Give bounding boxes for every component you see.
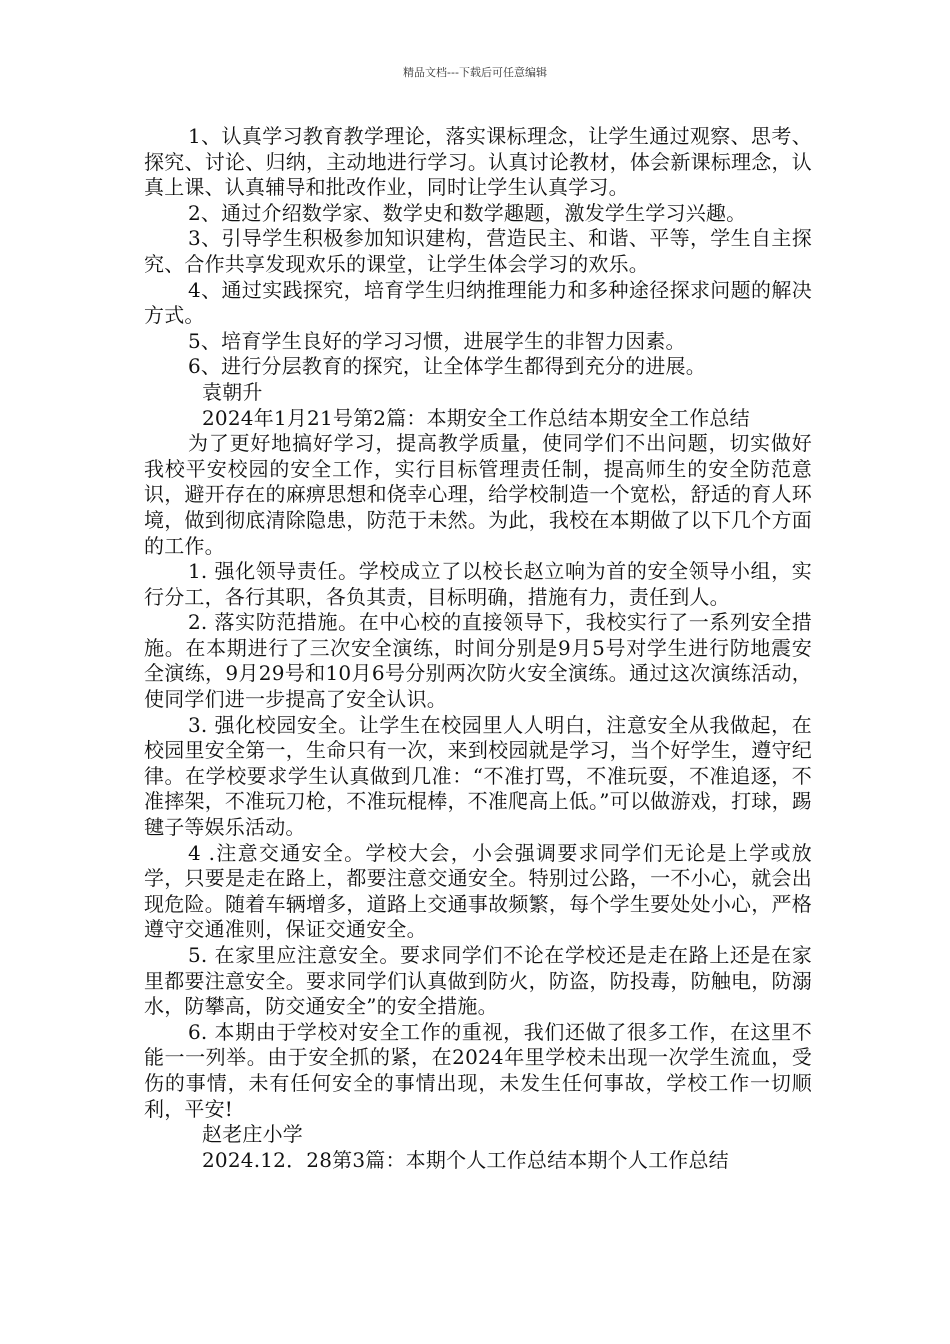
safety-item-4: 4 .注意交通安全。学校大会，小会强调要求同学们无论是上学或放学，只要是走在路上，都要注意交通安全。特别过公路，一不小心，就会出现危险。随着车辆增多，道路上交通事故频繁，每个学生要处处小心，严格遵守交通准则，保证交通安全。 [144, 840, 812, 942]
safety-item-1: 1. 强化领导责任。学校成立了以校长赵立响为首的安全领导小组，实行分工，各行其职，各负其责，目标明确，措施有力，责任到人。 [144, 559, 812, 609]
paragraph-item-3: 3、引导学生积极参加知识建构，营造民主、和谐、平等，学生自主探究、合作共享发现欢乐的课堂，让学生体会学习的欢乐。 [144, 226, 812, 276]
article-2-heading: 2024年1月21号第2篇：本期安全工作总结本期安全工作总结 [202, 405, 750, 430]
author-signature: 袁朝升 [202, 379, 263, 404]
safety-item-5: 5. 在家里应注意安全。要求同学们不论在学校还是走在路上还是在家里都要注意安全。要求同学们认真做到防火，防盗，防投毒，防触电，防溺水，防攀高，防交通安全”的安全措施。 [144, 943, 812, 1019]
paragraph-item-4: 4、通过实践探究，培育学生归纳推理能力和多种途径探求问题的解决方式。 [144, 277, 812, 328]
paragraph-item-1: 1、认真学习教育教学理论，落实课标理念，让学生通过观察、思考、探究、讨论、归纳，主动地进行学习。认真讨论教材，体会新课标理念，认真上课、认真辅导和批改作业，同时让学生认真学习。 [144, 124, 812, 200]
document-body [144, 124, 812, 1173]
safety-item-3: 3. 强化校园安全。让学生在校园里人人明白，注意安全从我做起，在校园里安全第一，生命只有一次，来到校园就是学习，当个好学生，遵守纪律。在学校要求学生认真做到几准：“不准打骂，不准玩耍，不准追逐，不准摔架，不准玩刀枪，不准玩棍棒，不准爬高上低。”可以做游戏，打球，踢毽子等娱乐活动。 [144, 712, 812, 840]
page-header: 精品文档---下载后可任意编辑 [403, 66, 547, 79]
paragraph-item-5: 5、培育学生良好的学习习惯，进展学生的非智力因素。 [188, 328, 686, 353]
safety-intro-paragraph: 为了更好地搞好学习，提高教学质量，使同学们不出问题，切实做好我校平安校园的安全工作，实行目标管理责任制，提高师生的安全防范意识，避开存在的麻痹思想和侥幸心理，给学校制造一个宽松，舒适的育人环境，做到彻底清除隐患，防范于未然。为此，我校在本期做了以下几个方面的工作。 [144, 431, 812, 558]
paragraph-item-6: 6、进行分层教育的探究，让全体学生都得到充分的进展。 [188, 354, 706, 379]
article-3-heading: 2024.12．28第3篇：本期个人工作总结本期个人工作总结 [202, 1147, 729, 1172]
safety-item-6: 6. 本期由于学校对安全工作的重视，我们还做了很多工作，在这里不能一一列举。由于安全抓的紧，在2024年里学校未出现一次学生流血，受伤的事情，未有任何安全的事情出现，未发生任何事故，学校工作一切顺利，平安! [144, 1019, 812, 1121]
safety-item-2: 2. 落实防范措施。在中心校的直接领导下，我校实行了一系列安全措施。在本期进行了三次安全演练，时间分别是9月5号对学生进行防地震安全演练，9月29号和10月6号分别两次防火安全演练。通过这次演练活动，使同学们进一步提高了安全认识。 [144, 610, 812, 712]
school-signature: 赵老庄小学 [202, 1122, 303, 1147]
paragraph-item-2: 2、通过介绍数学家、数学史和数学趣题，激发学生学习兴趣。 [188, 200, 747, 225]
